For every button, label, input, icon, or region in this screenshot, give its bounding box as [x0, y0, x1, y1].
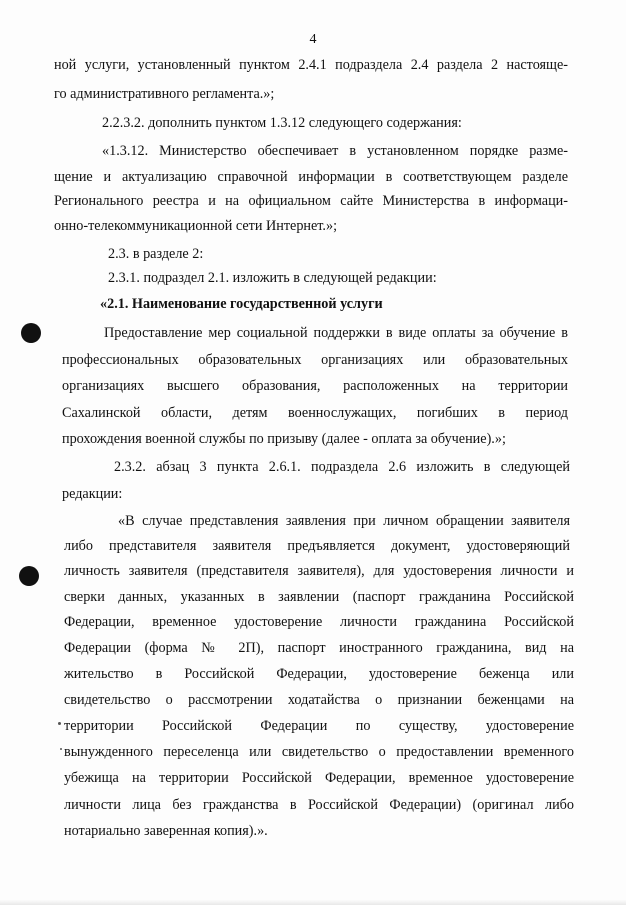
section-heading: «2.1. Наименование государственной услуги: [100, 296, 383, 312]
text-line: личность заявителя (представителя заявителя), для удостоверения личности и: [64, 563, 574, 579]
text-line: «1.3.12. Министерство обеспечивает в установленном порядке разме-: [102, 143, 568, 159]
scan-bottom-edge: [0, 899, 626, 905]
text-line: Федерации, временное удостоверение личности гражданина Российской: [64, 614, 574, 630]
text-line: организациях высшего образования, расположенных на территории: [62, 378, 568, 394]
text-line: территории Российской Федерации по существу, удостоверение: [64, 718, 574, 734]
text-line: профессиональных образовательных организациях или образовательных: [62, 352, 568, 368]
punch-hole-mark: [19, 566, 39, 586]
text-line: щение и актуализацию справочной информации в соответствующем разделе: [54, 169, 568, 185]
text-line: редакции:: [62, 486, 123, 502]
text-line: Сахалинской области, детям военнослужащих, погибших в период: [62, 405, 568, 421]
text-line: прохождения военной службы по призыву (далее - оплата за обучение).»;: [62, 431, 506, 447]
text-line: го административного регламента.»;: [54, 86, 275, 102]
text-line: либо представителя заявителя предъявляется документ, удостоверяющий: [64, 538, 570, 554]
text-line: свидетельство о рассмотрении ходатайства о признании беженцами на: [64, 692, 574, 708]
text-line: жительство в Российской Федерации, удостоверение беженца или: [64, 666, 574, 682]
text-line: 2.3.2. абзац 3 пункта 2.6.1. подраздела 2.6 изложить в следующей: [114, 459, 570, 475]
text-line: «В случае представления заявления при личном обращении заявителя: [118, 513, 570, 529]
text-line: Регионального реестра и на официальном сайте Министерства в информаци-: [54, 193, 568, 209]
text-line: нотариально заверенная копия).».: [64, 823, 268, 839]
text-line: Предоставление мер социальной поддержки в виде оплаты за обучение в: [104, 325, 568, 341]
text-line: 2.3.1. подраздел 2.1. изложить в следующей редакции:: [108, 270, 437, 286]
page-number: 4: [309, 32, 317, 47]
text-line: Федерации (форма № 2П), паспорт иностранного гражданина, вид на: [64, 640, 574, 656]
text-line: убежища на территории Российской Федерации, временное удостоверение: [64, 770, 574, 786]
text-line: ной услуги, установленный пунктом 2.4.1 подраздела 2.4 раздела 2 настояще-: [54, 57, 568, 73]
punch-hole-mark: [21, 323, 41, 343]
text-line: сверки данных, указанных в заявлении (паспорт гражданина Российской: [64, 589, 574, 605]
text-line: онно-телекоммуникационной сети Интернет.»;: [54, 218, 338, 234]
scan-speck: [58, 722, 61, 725]
text-line: 2.2.3.2. дополнить пунктом 1.3.12 следующего содержания:: [102, 115, 462, 131]
text-line: 2.3. в разделе 2:: [108, 246, 204, 262]
text-line: личности лица без гражданства в Российской Федерации) (оригинал либо: [64, 797, 574, 813]
text-line: вынужденного переселенца или свидетельство о предоставлении временного: [64, 744, 574, 760]
scan-speck: [60, 748, 62, 750]
